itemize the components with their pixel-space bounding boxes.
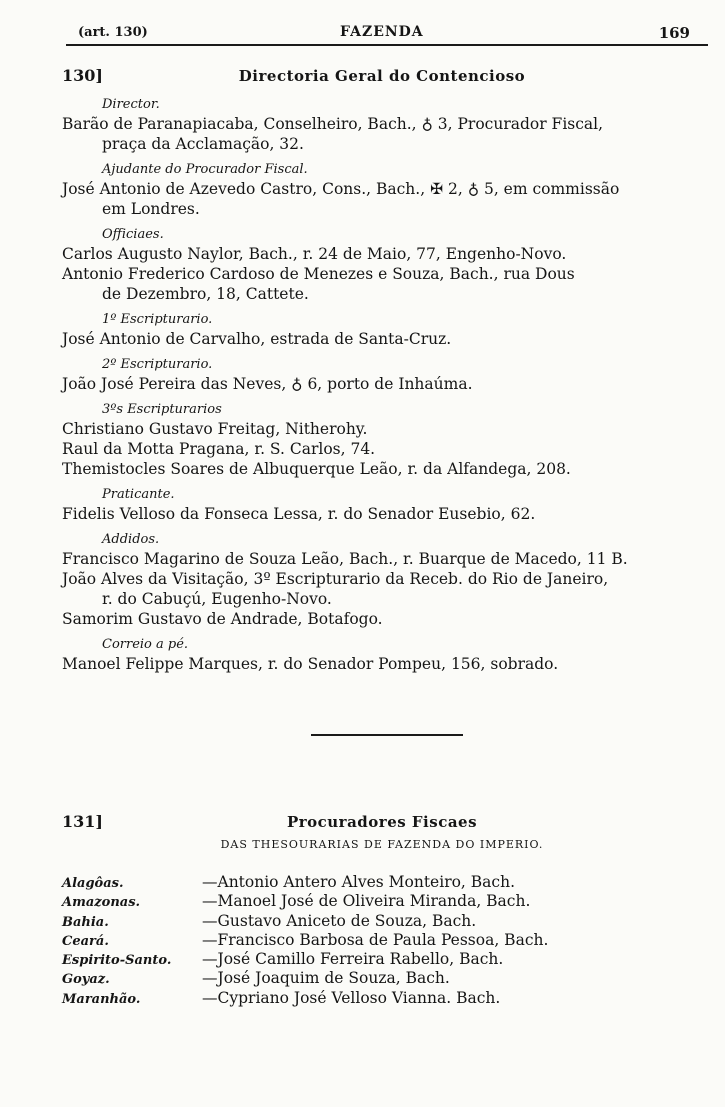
staff-entry-continuation: r. do Cabuçú, Eugenho-Novo. (102, 590, 332, 608)
role-heading: 1º Escripturario. (102, 312, 213, 327)
staff-group-officiaes (62, 226, 712, 304)
province-name: Goyaz. (62, 972, 110, 988)
role-heading: 3ºs Escripturarios (102, 402, 222, 417)
procurador-name: —José Joaquim de Souza, Bach. (202, 969, 450, 988)
staff-group-ajudante (62, 161, 712, 219)
staff-entry: Themistocles Soares de Albuquerque Leão, r. da Alfandega, 208. (62, 460, 571, 478)
staff-entry: João Alves da Visitação, 3º Escripturario da Receb. do Rio de Janeiro, (62, 570, 609, 588)
staff-group-2-escripturario (62, 356, 712, 394)
running-header (66, 22, 706, 44)
province-name: Amazonas. (62, 895, 141, 911)
section-number: 130] (62, 66, 103, 85)
role-heading: Praticante. (102, 487, 175, 502)
list-item (62, 969, 712, 988)
header-rule (66, 44, 708, 46)
staff-entry: Antonio Frederico Cardoso de Menezes e Souza, Bach., rua Dous (62, 265, 575, 283)
procurador-name: —Gustavo Aniceto de Souza, Bach. (202, 911, 477, 930)
role-heading: Officiaes. (102, 227, 164, 242)
list-item (62, 931, 712, 950)
role-heading: Director. (102, 97, 160, 112)
staff-group-1-escripturario (62, 311, 712, 349)
list-item (62, 892, 712, 911)
staff-group-correio (62, 636, 712, 674)
role-heading: Correio a pé. (102, 637, 189, 652)
staff-entry: José Antonio de Azevedo Castro, Cons., Bach., ✠ 2, ♁ 5, em commissão (62, 180, 620, 198)
procurador-name: —Antonio Antero Alves Monteiro, Bach. (202, 873, 516, 891)
procurador-name: —José Camillo Ferreira Rabello, Bach. (202, 950, 504, 969)
province-name: Bahia. (62, 914, 109, 930)
list-item (62, 989, 712, 1008)
staff-entry-continuation: praça da Acclamação, 32. (102, 135, 304, 153)
list-item (62, 950, 712, 969)
staff-entry: Francisco Magarino de Souza Leão, Bach., r. Buarque de Macedo, 11 B. (62, 550, 628, 568)
staff-entry: Raul da Motta Pragana, r. S. Carlos, 74. (62, 440, 376, 458)
page-number: 169 (658, 24, 690, 42)
province-name: Ceará. (62, 933, 109, 949)
running-title: FAZENDA (340, 24, 424, 40)
section-subtitle: DAS THESOURARIAS DE FAZENDA DO IMPERIO. (220, 838, 544, 851)
staff-entry: Barão de Paranapiacaba, Conselheiro, Bach., ♁ 3, Procurador Fiscal, (62, 115, 604, 133)
procuradores-list (62, 873, 712, 1008)
staff-group-director (62, 96, 712, 154)
staff-group-praticante (62, 486, 712, 524)
staff-entry-continuation: em Londres. (102, 200, 200, 218)
procurador-name: —Cypriano José Velloso Vianna. Bach. (202, 988, 501, 1007)
role-heading: Ajudante do Procurador Fiscal. (102, 162, 308, 177)
staff-entry: Manoel Felippe Marques, r. do Senador Pompeu, 156, sobrado. (62, 655, 559, 673)
list-item (62, 912, 712, 931)
section-divider-rule (311, 734, 463, 736)
procurador-name: —Francisco Barbosa de Paula Pessoa, Bach. (202, 930, 549, 949)
role-heading: 2º Escripturario. (102, 357, 213, 372)
staff-entry: Fidelis Velloso da Fonseca Lessa, r. do Senador Eusebio, 62. (62, 505, 536, 523)
staff-group-addidos (62, 531, 712, 629)
province-name: Espirito-Santo. (62, 953, 172, 969)
staff-entry: João José Pereira das Neves, ♁ 6, porto de Inhaúma. (62, 375, 473, 393)
section-title: Procuradores Fiscaes (286, 813, 478, 831)
staff-entry: Carlos Augusto Naylor, Bach., r. 24 de Maio, 77, Engenho-Novo. (62, 245, 567, 263)
procurador-name: —Manoel José de Oliveira Miranda, Bach. (202, 892, 531, 911)
staff-entry: Christiano Gustavo Freitag, Nitherohy. (62, 420, 368, 438)
staff-entry: Samorim Gustavo de Andrade, Botafogo. (62, 610, 383, 628)
staff-entry-continuation: de Dezembro, 18, Cattete. (102, 285, 309, 303)
article-reference: (art. 130) (78, 25, 148, 40)
section-130-body (62, 96, 712, 674)
province-name: Maranhão. (62, 991, 141, 1007)
role-heading: Addidos. (102, 532, 160, 547)
staff-entry: José Antonio de Carvalho, estrada de Santa-Cruz. (62, 330, 452, 348)
section-title: Directoria Geral do Contencioso (238, 67, 526, 85)
staff-group-3-escripturarios (62, 401, 712, 479)
province-name: Alagôas. (62, 876, 124, 891)
list-item (62, 873, 712, 892)
section-number: 131] (62, 812, 103, 831)
